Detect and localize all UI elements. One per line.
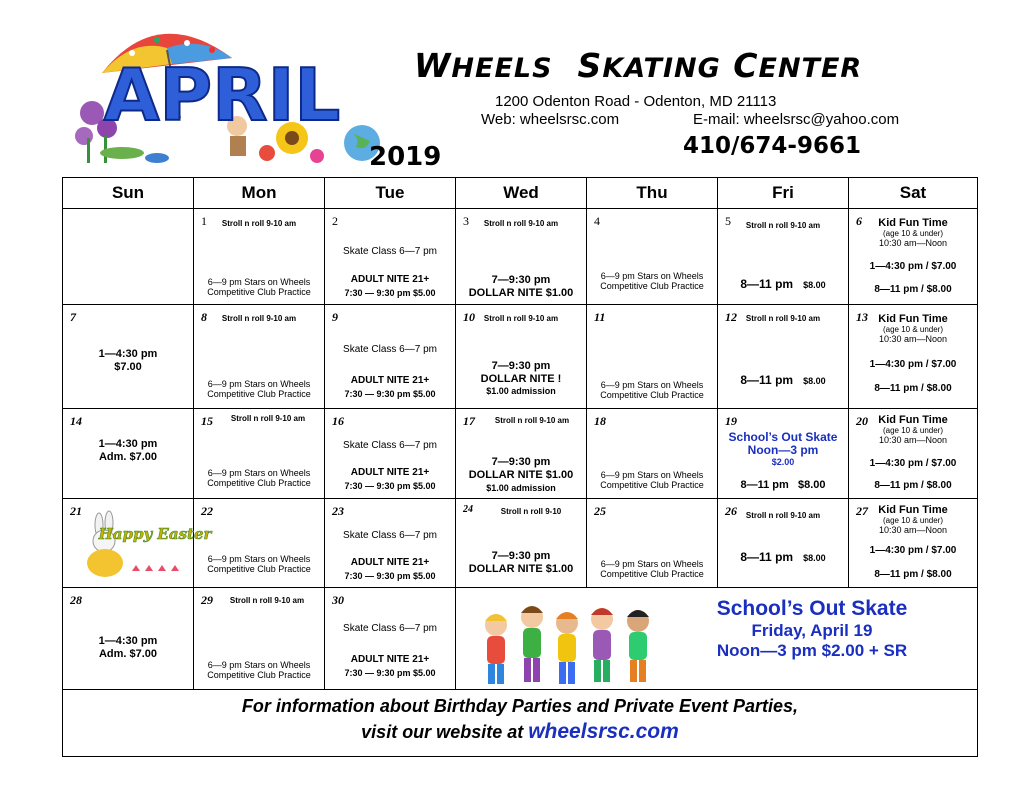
event-stroll: Stroll n roll 9-10 [500, 507, 562, 516]
day-cell [718, 305, 849, 409]
event-adult-time: 7:30 — 9:30 pm $5.00 [344, 481, 436, 491]
weekday-sun: Sun [63, 178, 194, 209]
event-fri-night: 8—11 pm $8.00 [740, 373, 826, 387]
event-adult-nite: ADULT NITE 21+ [350, 467, 430, 478]
promo-text [652, 597, 972, 661]
day-number: 4 [594, 214, 600, 228]
day-number: 15 [201, 414, 213, 428]
easter-bunny-icon [77, 511, 212, 585]
event-fri-night: 8—11 pm $8.00 [740, 479, 826, 491]
day-cell [63, 305, 194, 409]
event-stroll: Stroll n roll 9-10 am [230, 414, 306, 423]
event-kid-fun: Kid Fun Time [878, 504, 948, 516]
day-number: 12 [725, 310, 737, 324]
day-cell [194, 209, 325, 305]
day-number: 13 [856, 310, 868, 324]
day-cell [325, 409, 456, 499]
day-number: 23 [332, 504, 344, 518]
day-number: 22 [201, 504, 213, 518]
event-sun-time: 1—4:30 pm [98, 438, 158, 450]
event-stars-2: Competitive Club Practice [207, 389, 311, 399]
day-number: 9 [332, 310, 338, 324]
event-stars: 6—9 pm Stars on Wheels [600, 380, 704, 390]
day-cell [456, 409, 587, 499]
event-dollar-nite: DOLLAR NITE $1.00 [468, 563, 574, 575]
footer-line-1: For information about Birthday Parties and Private Event Parties, [241, 696, 799, 716]
weekday-thu: Thu [587, 178, 718, 209]
event-sun-price: $7.00 [114, 361, 142, 373]
day-cell [849, 499, 977, 588]
day-cell [718, 499, 849, 588]
event-stroll: Stroll n roll 9-10 am [494, 416, 570, 425]
day-cell [587, 409, 718, 499]
day-number: 27 [856, 504, 868, 518]
event-stars: 6—9 pm Stars on Wheels [207, 277, 311, 287]
event-stroll: Stroll n roll 9-10 am [745, 221, 821, 230]
day-number: 26 [725, 504, 737, 518]
event-skate-class: Skate Class 6—7 pm [343, 530, 437, 541]
event-kid-hours: 10:30 am—Noon [878, 238, 948, 248]
weekday-wed: Wed [456, 178, 587, 209]
event-adult-nite: ADULT NITE 21+ [350, 375, 430, 386]
event-adult-time: 7:30 — 9:30 pm $5.00 [344, 571, 436, 581]
event-sat-afternoon: 1—4:30 pm / $7.00 [869, 545, 957, 556]
event-sun-time: 1—4:30 pm [98, 635, 158, 647]
event-dollar-nite: DOLLAR NITE ! [480, 373, 562, 385]
event-wed-time: 7—9:30 pm [491, 550, 551, 562]
event-skate-class: Skate Class 6—7 pm [343, 623, 437, 634]
day-number: 10 [463, 310, 475, 324]
event-stars: 6—9 pm Stars on Wheels [207, 379, 311, 389]
day-number: 7 [70, 310, 76, 324]
kids-clipart [474, 597, 660, 687]
event-stroll: Stroll n roll 9-10 am [221, 314, 297, 323]
event-sat-afternoon: 1—4:30 pm / $7.00 [869, 458, 957, 469]
event-sat-evening: 8—11 pm / $8.00 [874, 569, 952, 580]
website: Web: wheelsrsc.com [481, 111, 620, 128]
day-number: 17 [463, 414, 475, 428]
event-sat-afternoon: 1—4:30 pm / $7.00 [869, 359, 957, 370]
event-stars: 6—9 pm Stars on Wheels [207, 660, 311, 670]
day-cell [849, 305, 977, 409]
day-cell [325, 209, 456, 305]
event-stroll: Stroll n roll 9-10 am [483, 219, 559, 228]
day-number: 8 [201, 310, 207, 324]
event-sun-admission: Adm. $7.00 [98, 451, 158, 463]
footer-line-2: visit our website at wheelsrsc.com [361, 720, 679, 743]
event-dollar-admission: $1.00 admission [486, 386, 556, 396]
event-kid-fun: Kid Fun Time [878, 414, 948, 426]
day-cell-empty [63, 209, 194, 305]
footer-info [62, 689, 978, 757]
day-number: 20 [856, 414, 868, 428]
event-stars-2: Competitive Club Practice [600, 480, 704, 490]
day-cell [456, 209, 587, 305]
day-number: 5 [725, 214, 731, 228]
promo-date: Friday, April 19 [751, 621, 873, 640]
event-sat-evening: 8—11 pm / $8.00 [874, 284, 952, 295]
event-kid-hours: 10:30 am—Noon [878, 435, 948, 445]
day-number: 6 [856, 214, 862, 228]
day-number: 11 [594, 310, 606, 324]
event-dollar-nite: DOLLAR NITE $1.00 [468, 469, 574, 481]
event-school-price: $2.00 [771, 457, 795, 467]
day-cell [587, 305, 718, 409]
event-stars: 6—9 pm Stars on Wheels [600, 559, 704, 569]
event-sat-evening: 8—11 pm / $8.00 [874, 480, 952, 491]
event-kid-age: (age 10 & under) [882, 516, 944, 525]
event-stars-2: Competitive Club Practice [207, 478, 311, 488]
promo-title: School’s Out Skate [716, 597, 908, 620]
svg-text:Happy Easter: Happy Easter [98, 525, 212, 543]
day-number: 1 [201, 214, 207, 228]
phone-number: 410/674-9661 [683, 133, 861, 159]
day-number: 25 [594, 504, 606, 518]
day-cell [194, 499, 325, 588]
weekday-sat: Sat [849, 178, 977, 209]
event-stars-2: Competitive Club Practice [207, 564, 311, 574]
day-number: 24 [463, 504, 473, 515]
event-stroll: Stroll n roll 9-10 am [229, 596, 305, 605]
event-wed-time: 7—9:30 pm [491, 360, 551, 372]
year: 2019 [369, 142, 442, 172]
day-cell [587, 209, 718, 305]
center-title: WHEELS SKATING CENTER [414, 46, 863, 85]
day-number: 18 [594, 414, 606, 428]
event-skate-class: Skate Class 6—7 pm [343, 344, 437, 355]
day-number: 19 [725, 414, 737, 428]
event-wed-time: 7—9:30 pm [491, 274, 551, 286]
day-number: 14 [70, 414, 82, 428]
event-adult-nite: ADULT NITE 21+ [350, 654, 430, 665]
day-cell [325, 305, 456, 409]
promo-time-price: Noon—3 pm $2.00 + SR [716, 641, 908, 660]
day-cell [849, 409, 977, 499]
day-number: 21 [70, 504, 82, 518]
day-cell [194, 305, 325, 409]
event-stars: 6—9 pm Stars on Wheels [600, 271, 704, 281]
event-sat-evening: 8—11 pm / $8.00 [874, 383, 952, 394]
day-cell [325, 588, 456, 690]
day-cell [456, 305, 587, 409]
event-kid-age: (age 10 & under) [882, 426, 944, 435]
email: E-mail: wheelsrsc@yahoo.com [693, 111, 900, 128]
event-school-hours: Noon—3 pm [747, 443, 819, 457]
address: 1200 Odenton Road - Odenton, MD 21113 [495, 93, 777, 110]
event-kid-hours: 10:30 am—Noon [878, 525, 948, 535]
event-kid-fun: Kid Fun Time [878, 313, 948, 325]
event-fri-night: 8—11 pm $8.00 [740, 550, 826, 564]
event-skate-class: Skate Class 6—7 pm [343, 440, 437, 451]
event-stroll: Stroll n roll 9-10 am [745, 511, 821, 520]
event-kid-age: (age 10 & under) [882, 229, 944, 238]
weekday-fri: Fri [718, 178, 849, 209]
footer-website-link[interactable]: wheelsrsc.com [528, 720, 679, 743]
event-wed-time: 7—9:30 pm [491, 456, 551, 468]
event-stars: 6—9 pm Stars on Wheels [207, 468, 311, 478]
event-kid-fun: Kid Fun Time [878, 217, 948, 229]
event-skate-class: Skate Class 6—7 pm [343, 246, 437, 257]
event-adult-time: 7:30 — 9:30 pm $5.00 [344, 668, 436, 678]
event-adult-nite: ADULT NITE 21+ [350, 557, 430, 568]
day-number: 29 [201, 593, 213, 607]
day-cell [456, 499, 587, 588]
weekday-tue: Tue [325, 178, 456, 209]
event-stars-2: Competitive Club Practice [600, 390, 704, 400]
event-dollar-nite: DOLLAR NITE $1.00 [468, 287, 574, 299]
event-kid-hours: 10:30 am—Noon [878, 334, 948, 344]
event-kid-age: (age 10 & under) [882, 325, 944, 334]
day-cell [718, 209, 849, 305]
day-number: 30 [332, 593, 344, 607]
event-sun-time: 1—4:30 pm [98, 348, 158, 360]
event-dollar-admission: $1.00 admission [486, 483, 556, 493]
weekday-mon: Mon [194, 178, 325, 209]
event-adult-time: 7:30 — 9:30 pm $5.00 [344, 288, 436, 298]
day-number: 28 [70, 593, 82, 607]
day-cell [849, 209, 977, 305]
april-clipart [62, 18, 392, 168]
event-stars: 6—9 pm Stars on Wheels [600, 470, 704, 480]
event-school-out: School’s Out Skate [728, 430, 838, 444]
day-number: 2 [332, 214, 338, 228]
event-sun-admission: Adm. $7.00 [98, 648, 158, 660]
event-stars-2: Competitive Club Practice [207, 670, 311, 680]
day-cell [63, 409, 194, 499]
day-number: 3 [463, 214, 469, 228]
event-stars-2: Competitive Club Practice [600, 281, 704, 291]
event-stars: 6—9 pm Stars on Wheels [207, 554, 311, 564]
event-stroll: Stroll n roll 9-10 am [745, 314, 821, 323]
event-stroll: Stroll n roll 9-10 am [221, 219, 297, 228]
day-cell [718, 409, 849, 499]
promo-panel [456, 587, 978, 689]
day-cell [194, 588, 325, 690]
event-stars-2: Competitive Club Practice [600, 569, 704, 579]
event-stroll: Stroll n roll 9-10 am [483, 314, 559, 323]
day-cell [587, 499, 718, 588]
april-art-text: APRIL [103, 53, 341, 137]
event-fri-night: 8—11 pm $8.00 [740, 277, 826, 291]
day-cell [63, 588, 194, 690]
event-adult-nite: ADULT NITE 21+ [350, 274, 430, 285]
day-cell [325, 499, 456, 588]
day-number: 16 [332, 414, 344, 428]
event-stars-2: Competitive Club Practice [207, 287, 311, 297]
event-sat-afternoon: 1—4:30 pm / $7.00 [869, 261, 957, 272]
event-adult-time: 7:30 — 9:30 pm $5.00 [344, 389, 436, 399]
day-cell [194, 409, 325, 499]
